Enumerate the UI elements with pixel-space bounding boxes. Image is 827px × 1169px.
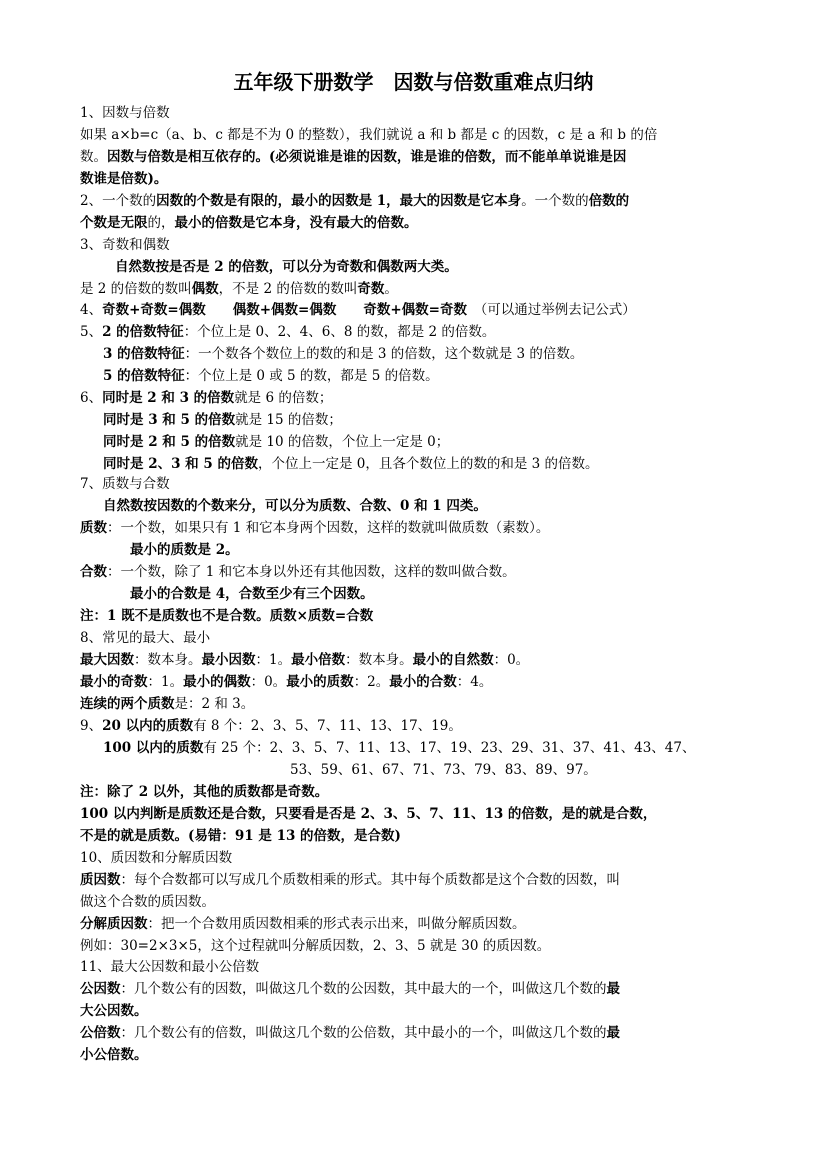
text: 9、 (80, 718, 103, 734)
section-10-heading: 10、质因数和分解质因数 (80, 850, 233, 866)
section-1-line-3: 数谁是倍数)。 (80, 171, 168, 187)
emphasis-text: 最小的合数 (389, 674, 457, 690)
emphasis-text: 质因数 (80, 872, 121, 888)
text: 有 8 个：2、3、5、7、11、13、17、19。 (193, 718, 462, 734)
text: ：1。 (255, 652, 292, 668)
text: ：把一个合数用质因数相乘的形式表示出来，叫做分解质因数。 (147, 916, 526, 932)
section-10-example: 例如：30=2×3×5，这个过程就叫分解质因数，2、3、5 就是 30 的质因数。 (80, 938, 551, 954)
section-2-line-1 (80, 191, 629, 211)
section-1-line-1: 如果 a×b=c（a、b、c 都是不为 0 的整数），我们就说 a 和 b 都是 c 的因数，c 是 a 和 b 的倍 (80, 127, 658, 143)
section-11-line-4: 小公倍数。 (80, 1047, 148, 1063)
section-11-heading: 11、最大公因数和最小公倍数 (80, 959, 260, 975)
section-9-line-6: 不是的就是质数。(易错：91 是 13 的倍数，是合数) (80, 828, 401, 844)
section-7-line-4 (80, 562, 516, 582)
section-9-line-2 (103, 738, 695, 758)
emphasis-text: 倍数的 (588, 193, 630, 209)
section-3-heading: 3、奇数和偶数 (80, 237, 170, 253)
section-6-line-3 (103, 432, 449, 452)
emphasis-text: 最小的自然数 (412, 652, 494, 668)
text: ：个位上是 0 或 5 的数，都是 5 的倍数。 (184, 368, 439, 384)
emphasis-text: 连续的两个质数 (80, 696, 175, 712)
text: 4、 (80, 302, 103, 318)
emphasis-text: 最 (606, 981, 620, 997)
emphasis-text: 最小因数 (201, 652, 256, 668)
emphasis-text: 最大因数 (80, 652, 134, 668)
emphasis-text: 因数的个数是有限的，最小的因数是 1，最大的因数是它本身 (156, 193, 522, 209)
section-8-line-2 (80, 672, 492, 692)
text: ：数本身。 (134, 652, 202, 668)
text: 5、 (80, 324, 103, 340)
section-6-line-2 (103, 410, 342, 430)
text: 6、 (80, 390, 103, 406)
emphasis-text: 5 的倍数特征 (103, 368, 185, 384)
section-10-line-1 (80, 870, 620, 890)
text: ，不是 2 的倍数的数叫 (218, 281, 358, 297)
text: ：几个数公有的倍数，叫做这几个数的公倍数，其中最小的一个，叫做这几个数的 (120, 1025, 607, 1041)
emphasis-text: 质数 (80, 520, 107, 536)
section-5-line-3 (103, 366, 439, 386)
document-title: 五年级下册数学 因数与倍数重难点归纳 (233, 70, 594, 94)
emphasis-text: 因数与倍数是相互依存的。(必须说谁是谁的因数，谁是谁的倍数，而不能单单说谁是因 (107, 149, 627, 165)
emphasis-text: 公因数 (80, 981, 121, 997)
emphasis-text: 3 的倍数特征 (103, 346, 185, 362)
text: ：几个数公有的因数，叫做这几个数的公因数，其中最大的一个，叫做这几个数的 (120, 981, 607, 997)
text: 。 (384, 281, 398, 297)
emphasis-text: 100 以内的质数 (103, 740, 204, 756)
emphasis-text: 同时是 3 和 5 的倍数 (103, 412, 236, 428)
emphasis-text: 同时是 2 和 3 的倍数 (102, 390, 235, 406)
section-11-line-3 (80, 1023, 620, 1043)
text: 2、一个数的 (80, 193, 157, 209)
section-9-note: 注：除了 2 以外，其他的质数都是奇数。 (80, 784, 329, 800)
text: ：每个合数都可以写成几个质数相乘的形式。其中每个质数都是这个合数的因数，叫 (120, 872, 620, 888)
section-5-line-2 (103, 344, 583, 364)
emphasis-text: 同时是 2、3 和 5 的倍数 (103, 456, 258, 472)
section-7-line-1: 自然数按因数的个数来分，可以分为质数、合数、0 和 1 四类。 (103, 498, 487, 514)
emphasis-text: 偶数 (191, 281, 219, 297)
emphasis-text: 个数是无限 (80, 215, 148, 231)
section-7-line-5: 最小的合数是 4，合数至少有三个因数。 (130, 586, 374, 602)
section-3-line-2 (80, 279, 398, 299)
section-5-line-1 (80, 322, 495, 342)
text: （可以通过举例去记公式） (466, 302, 636, 318)
emphasis-text: 2 的倍数特征 (102, 324, 184, 340)
emphasis-text: 公倍数 (80, 1025, 121, 1041)
text: 有 25 个：2、3、5、7、11、13、17、19、23、29、31、37、41、43、47、 (203, 740, 696, 756)
text: ：1。 (147, 674, 184, 690)
section-6-line-1 (80, 388, 332, 408)
text: ：个位上是 0、2、4、6、8 的数，都是 2 的倍数。 (183, 324, 496, 340)
text: 就是 10 的倍数，个位上一定是 0； (235, 434, 450, 450)
section-3-line-1: 自然数按是否是 2 的倍数，可以分为奇数和偶数两大类。 (115, 259, 458, 275)
section-7-note: 注：1 既不是质数也不是合数。质数×质数=合数 (80, 608, 374, 624)
section-6-line-4 (103, 454, 599, 474)
emphasis-text: 合数 (80, 564, 107, 580)
section-8-line-1 (80, 650, 529, 670)
text: 就是 15 的倍数； (235, 412, 342, 428)
text: ：数本身。 (345, 652, 413, 668)
section-11-line-2: 大公因数。 (80, 1003, 148, 1019)
section-9-line-5: 100 以内判断是质数还是合数，只要看是否是 2、3、5、7、11、13 的倍数，是的就是合数， (80, 806, 657, 822)
text: 是：2 和 3。 (174, 696, 255, 712)
section-9-line-1 (80, 716, 462, 736)
section-11-line-1 (80, 979, 620, 999)
section-4-line (80, 300, 636, 320)
text: 是 2 的倍数的数叫 (80, 281, 192, 297)
emphasis-text: 同时是 2 和 5 的倍数 (103, 434, 236, 450)
emphasis-text: 奇数 (357, 281, 385, 297)
emphasis-text: 20 以内的质数 (102, 718, 194, 734)
section-7-heading: 7、质数与合数 (80, 476, 170, 492)
section-1-line-2 (80, 147, 626, 167)
text: ：2。 (353, 674, 390, 690)
emphasis-text: 最小倍数 (291, 652, 346, 668)
section-8-heading: 8、常见的最大、最小 (80, 630, 211, 646)
text: 的， (147, 215, 175, 231)
text: ：一个数，如果只有 1 和它本身两个因数，这样的数就叫做质数（素数）。 (107, 520, 550, 536)
emphasis-text: 最小的倍数是它本身，没有最大的倍数。 (174, 215, 418, 231)
emphasis-text: 最小的奇数 (80, 674, 148, 690)
emphasis-text: 最小的质数 (286, 674, 354, 690)
text: 数。 (80, 149, 107, 165)
section-7-line-2 (80, 518, 549, 538)
emphasis-text: 最小的偶数 (183, 674, 251, 690)
section-2-line-2 (80, 213, 418, 233)
text: ，个位上一定是 0，且各个数位上的数的和是 3 的倍数。 (257, 456, 599, 472)
text: ：0。 (493, 652, 530, 668)
emphasis-text: 最 (606, 1025, 620, 1041)
emphasis-text: 奇数+奇数=偶数 偶数+偶数=偶数 奇数+偶数=奇数 (102, 302, 467, 318)
emphasis-text: 分解质因数 (80, 916, 148, 932)
text: ：0。 (250, 674, 287, 690)
section-1-heading: 1、因数与倍数 (80, 105, 170, 121)
text: ：4。 (456, 674, 493, 690)
text: 就是 6 的倍数； (234, 390, 333, 406)
text: 。一个数的 (521, 193, 589, 209)
text: ：一个数，除了 1 和它本身以外还有其他因数，这样的数叫做合数。 (107, 564, 516, 580)
section-9-line-3: 53、59、61、67、71、73、79、83、89、97。 (290, 762, 597, 778)
section-10-line-2: 做这个合数的质因数。 (80, 894, 215, 910)
section-7-line-3: 最小的质数是 2。 (130, 542, 239, 558)
section-10-line-3 (80, 914, 526, 934)
text: ：一个数各个数位上的数的和是 3 的倍数，这个数就是 3 的倍数。 (184, 346, 584, 362)
section-8-line-3 (80, 694, 254, 714)
